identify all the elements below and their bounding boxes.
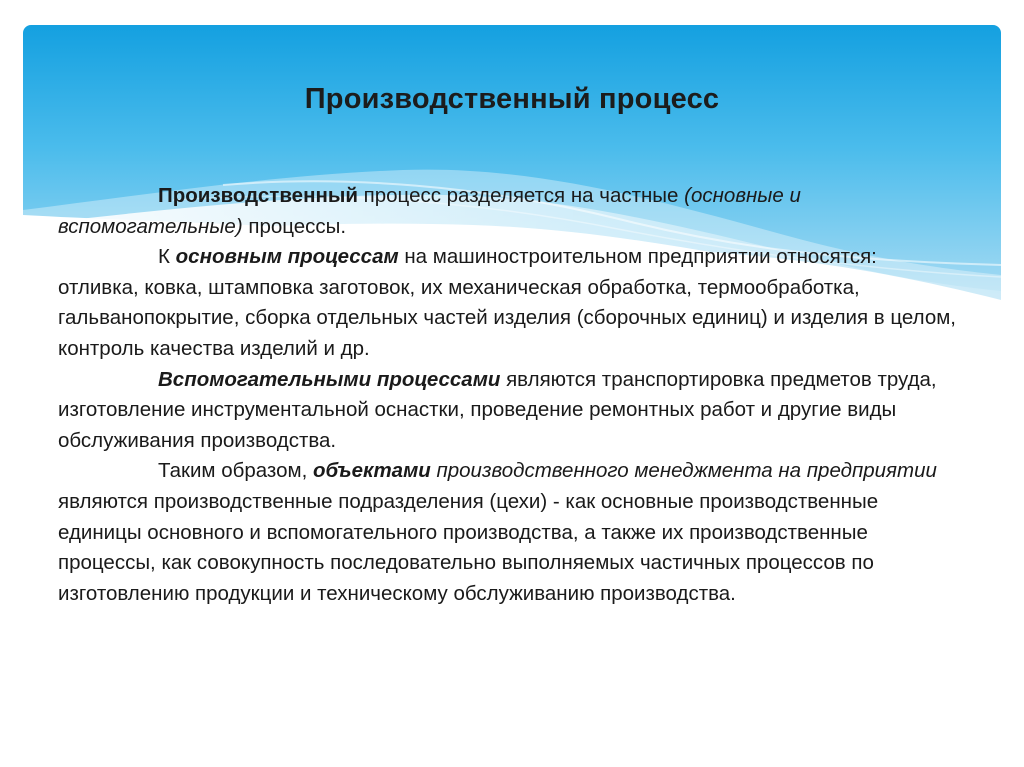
slide-body-text xyxy=(58,181,958,609)
text-run: являются транспортировка предметов труда, изготовление инструментальной оснастки, проведение ремонтных работ и другие виды обслуживания производства. xyxy=(58,367,937,452)
text-italic: производственного менеджмента на предприятии xyxy=(436,459,937,483)
slide-title: Производственный процесс xyxy=(304,83,720,115)
text-bold-italic: основным процессам xyxy=(175,245,399,269)
text-bold-italic: Вспомогательными процессами xyxy=(158,367,501,391)
text-bold: Производственный xyxy=(158,184,358,207)
text-run: являются производственные подразделения (цехи) - как основные производственные единицы основного и вспомогательного производства, а также их производственные процессы, как совокупность последовательно выполняемых частичных процессов по изготовлению продукции и техническому обслуживанию производства. xyxy=(58,489,879,605)
text-italic: (основные и вспомогательные) xyxy=(58,184,801,238)
text-run: процесс разделяется на частные xyxy=(357,184,685,207)
paragraph-2 xyxy=(58,242,958,364)
slide xyxy=(23,25,1001,743)
paragraph-3 xyxy=(58,365,958,457)
text-run: К xyxy=(158,245,176,269)
text-run: на машиностроительном предприятии относятся: отливка, ковка, штамповка заготовок, их механическая обработка, термообработка, гальванопокрытие, сборка отдельных частей изделия (сборочных единиц) и изделия в целом, контроль качества изделий и др. xyxy=(58,245,957,360)
paragraph-1 xyxy=(58,181,958,242)
paragraph-4 xyxy=(58,456,958,609)
text-run: процессы. xyxy=(242,214,347,238)
text-bold-italic: объектами xyxy=(312,459,431,483)
text-run: Таким образом, xyxy=(158,459,313,483)
